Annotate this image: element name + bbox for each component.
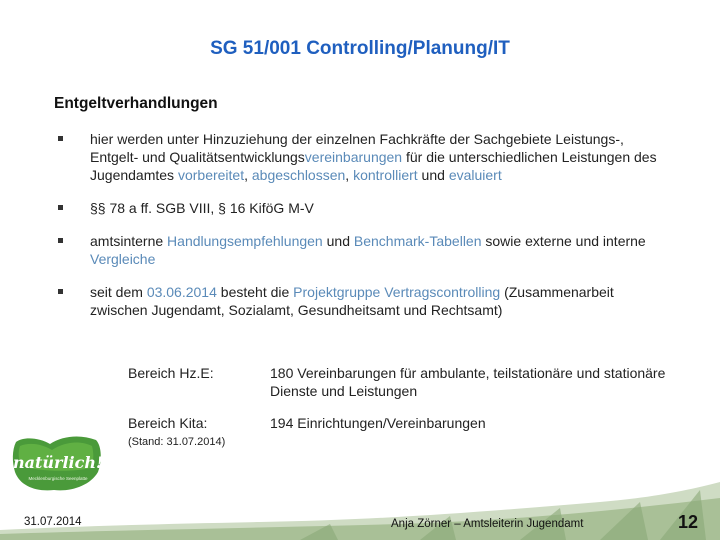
grass-decoration [0, 468, 720, 540]
footer-date: 31.07.2014 [24, 516, 82, 528]
bullet-item [58, 130, 668, 184]
square-bullet-icon [58, 238, 63, 243]
bullet-item [58, 232, 668, 268]
page-number: 12 [678, 512, 699, 532]
page-title: SG 51/001 Controlling/Planung/IT [210, 38, 510, 59]
bullet-text: §§ 78 a ff. SGB VIII, § 16 KiföG M-V [90, 200, 314, 216]
natuerlich-logo [10, 432, 106, 496]
bereich-value: 194 Einrichtungen/Vereinbarungen [270, 415, 486, 431]
bullet-text: seit dem 03.06.2014 besteht die Projektgruppe Vertragscontrolling (Zusammenarbeit zwischen Jugendamt, Sozialamt, Gesundheitsamt und Rechtsamt) [90, 284, 614, 318]
square-bullet-icon [58, 289, 63, 294]
square-bullet-icon [58, 136, 63, 141]
stand-date-note: (Stand: 31.07.2014) [128, 436, 226, 448]
section-subtitle: Entgeltverhandlungen [54, 95, 218, 112]
bullet-item [58, 199, 668, 217]
square-bullet-icon [58, 205, 63, 210]
bereich-value: 180 Vereinbarungen für ambulante, teilstationäre und stationäre Dienste und Leistungen [270, 365, 666, 399]
bullet-text: amtsinterne Handlungsempfehlungen und Benchmark-Tabellen sowie externe und interne Vergleiche [90, 233, 646, 267]
bereich-label: Bereich Hz.E: [128, 365, 214, 381]
footer-author: Anja Zörner – Amtsleiterin Jugendamt [391, 518, 584, 530]
bullet-item [58, 283, 668, 319]
logo-wordmark: natürlich! [12, 453, 104, 472]
bullet-text: hier werden unter Hinzuziehung der einzelnen Fachkräfte der Sachgebiete Leistungs-, Entgelt- und Qualitätsentwicklungsvereinbarungen für die unterschiedlichen Leistungen des Jugendamtes vorbereitet, abgeschlossen, kontrolliert und evaluiert [90, 131, 657, 183]
logo-tagline: Mecklenburgische Seenplatte [28, 476, 88, 481]
bullet-list [58, 130, 668, 334]
bereich-label: Bereich Kita: [128, 415, 208, 431]
